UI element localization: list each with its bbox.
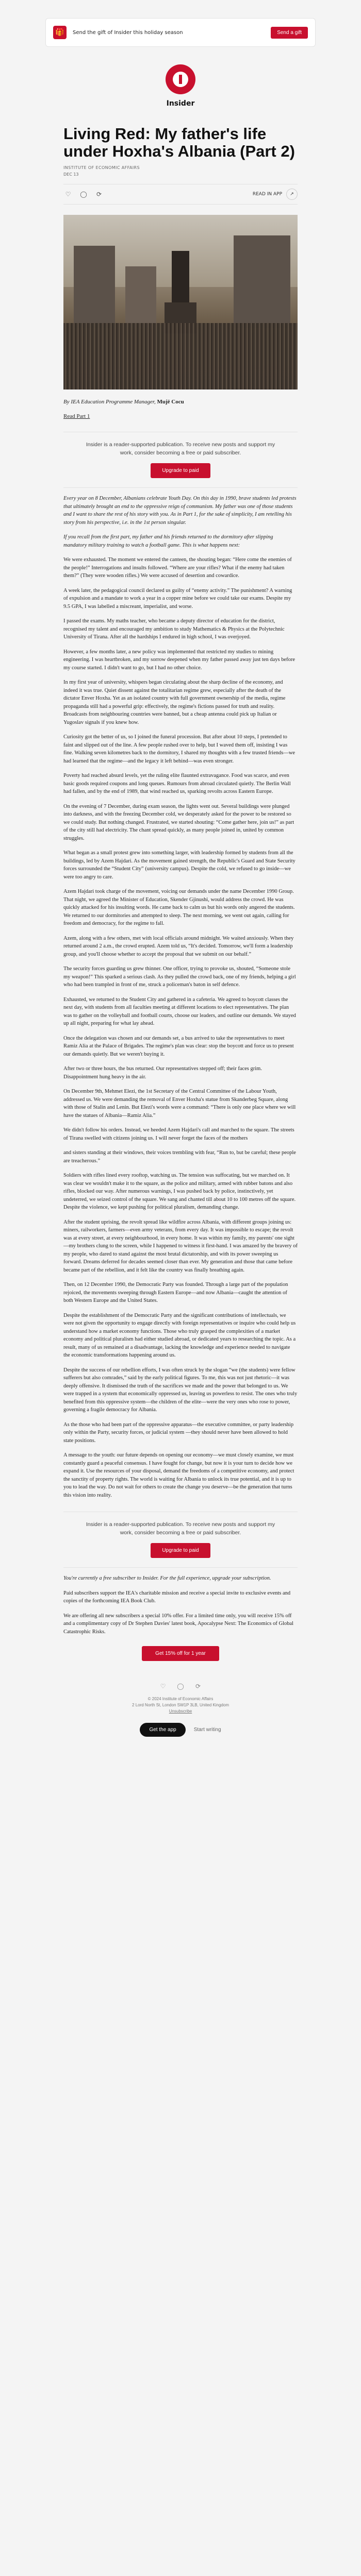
support-box-bottom [63, 1512, 298, 1568]
part1-link[interactable]: Read Part 1 [63, 413, 90, 419]
masthead [0, 47, 361, 108]
copyright: © 2024 Institute of Economic Affairs [147, 1697, 214, 1701]
offer-button[interactable]: Get 15% off for 1 year [142, 1646, 219, 1661]
body-paragraph: Poverty had reached absurd levels, yet the ruling elite flaunted extravagance. Food was scarce, and even basic goods required coupons and long queues. Rumours from abroad circulated quietly. The Berlin Wall had fallen, and by the end of 1989, that wind reached us, sparking revolts across Eastern Europe. [63, 773, 291, 794]
support-box-top [63, 432, 298, 488]
body-paragraph: Azem Hajdari took charge of the movement, voicing our demands under the name December 1990 Group. That night, we agreed the Minister of Education, Skender Gjinushi, would address the crowd. He was quickly attacked for his insulting words. He came back to calm us but his words only angered the students. We returned to our dormitories and attempted to sleep. The next morning, we went out again, calling for freedom and democracy, for the regime to fall. [63, 889, 295, 926]
gift-icon: 🎁 [53, 26, 67, 39]
credit-prefix: By IEA Education Programme Manager, [63, 399, 156, 405]
insider-logo[interactable] [166, 64, 195, 94]
app-row [63, 1723, 298, 1737]
read-in-app-label: READ IN APP [252, 192, 282, 197]
upgrade-button-bottom[interactable]: Upgrade to paid [151, 1543, 210, 1558]
article [0, 125, 361, 1737]
body-paragraph: We were exhausted. The moment we entered the canteen, the shouting began: “Here come the enemies of the people!” Interrogations and insults followed. “Where are your rifles? What if the enemy had taken them?” (They were wooden rifles.) We were accused of desertion and cowardice. [63, 557, 292, 579]
send-gift-button[interactable]: Send a gift [271, 27, 308, 39]
start-writing-link[interactable]: Start writing [193, 1727, 221, 1733]
body-paragraph: Despite the establishment of the Democratic Party and the significant contributions of intellectuals, we were not given the opportunity to engage directly with foreign representatives or inquire who could help us understand how a market economy functions. Those who truly grasped the complexities of a market economy and political pluralism had either studied abroad, or dedicated years to researching the topic. As a result, many of us remained at a disadvantage, lacking the knowledge and experience needed to navigate the economic transformations happening around us. [63, 1312, 296, 1358]
support-text: Insider is a reader-supported publication. To receive new posts and support my work, consider becoming a free or paid subscriber. [86, 442, 275, 456]
article-actions [63, 190, 104, 199]
read-in-app[interactable] [253, 189, 298, 200]
intro-paragraph: If you recall from the first part, my father and his friends returned to the dormitory after slipping mandatory military training to watch a football game. This is what happens next: [63, 534, 273, 548]
bottom-actions [63, 1682, 298, 1691]
body-paragraph: After two or three hours, the bus returned. Our representatives stepped off; their faces grim. Disappointment hung heavy in the air. [63, 1066, 262, 1080]
action-row [63, 184, 298, 205]
body-paragraph: Then, on 12 December 1990, the Democratic Party was founded. Through a large part of the population rejoiced, the movements sweeping through Eastern Europe—and now Albania—caught the attention of both Western Europe and the United States. [63, 1282, 288, 1303]
free-subscriber-notice: You're currently a free subscriber to Insider. For the full experience, upgrade your subscription. [63, 1575, 271, 1581]
unsubscribe-link[interactable]: Unsubscribe [169, 1709, 192, 1714]
article-title[interactable]: Living Red: My father's life under Hoxha's Albania (Part 2) [63, 125, 295, 160]
support-text: Insider is a reader-supported publication. To receive new posts and support my work, consider becoming a free or paid subscriber. [86, 1521, 275, 1536]
body-paragraph: The security forces guarding us grew thinner. One officer, trying to provoke us, shouted, “Someone stole my weapon!” This sparked a serious clash. As they pulled the crowd back, one of my friends, helping a girl who had been trampled in front of me, struck a policeman's baton in self defence. [63, 966, 296, 988]
comment-icon[interactable]: ◯ [80, 191, 87, 198]
like-icon[interactable]: ♡ [65, 191, 71, 198]
footer-notes [63, 1574, 298, 1636]
copyright-block [63, 1696, 298, 1715]
body-paragraph: On December 9th, Mehmet Elezi, the 1st Secretary of the Central Committee of the Labour Youth, addressed us. We were demanding the removal of Enver Hoxha's statue from Skanderbeg Square, along with those of Stalin and Lenin. But Elezi's words were a command: “There is only one place where we will have the statues of Albania—Ramiz Alia.” [63, 1089, 296, 1118]
body-paragraph: Exhausted, we returned to the Student City and gathered in a cafeteria. We agreed to boycott classes the next day, with students from all faculties meeting at different locations to elect representatives. The plan was to gather on the volleyball and football courts, choose our leaders, and outline our demands. We stayed up all night, preparing for what lay ahead. [63, 996, 296, 1026]
restack-icon[interactable]: ⟳ [195, 1683, 201, 1690]
body-paragraph: A message to the youth: our future depends on opening our economy—we must closely examine, we must constantly guard a peaceful consensus. I have fought for change, but now it is your turn to decide how we expand it. Use the resources of your disposal, demand the freedoms of a competitive economy, and protect the sanctity of property rights. The world is waiting for Albania to unlock its true potential, and it is up to you to lead the way. Do not wait for others to create the change you deserve—be the generation that turns this vision into reality. [63, 1452, 294, 1498]
upgrade-button-top[interactable]: Upgrade to paid [151, 463, 210, 478]
comment-icon[interactable]: ◯ [177, 1683, 184, 1690]
promo-banner-wrap [0, 0, 361, 47]
address: 2 Lord North St, London SW1P 3LB, United Kingdom [132, 1703, 229, 1707]
body-paragraph: We didn't follow his orders. Instead, we heeded Azem Hajdari's call and marched to the square. The streets of Tirana swelled with citizens joining us. I will never forget the faces of the mothers [63, 1127, 294, 1141]
body-paragraph: However, a few months later, a new policy was implemented that restricted my studies to mining engineering. I was heartbroken, and my sorrow deepened when my father passed away just ten days before my course started. I didn't want to go, but I had no other choice. [63, 649, 296, 671]
credit-name: Mujë Cocu [157, 399, 184, 405]
body-paragraph: Soldiers with rifles lined every rooftop, watching us. The tension was suffocating, but we marched on. It was clear we wouldn't make it to the square, as the police and military, armed with rubber batons and also rifles, blocked our way. After numerous warnings, I was pushed back by police, instinctively, yet undeterred, we seized control of the square. We sang and chanted till about 10 to 100 metres off the square. Despite the violence, we kept pushing for political pluralism, demanding change. [63, 1173, 296, 1210]
intro-paragraph: Every year on 8 December, Albanians celebrate Youth Day. On this day in 1990, brave students led protests that ultimately brought an end to the oppressive reign of communism. My father was one of those students and I want to share the rest of his story with you. As in Part 1, for the sake of simplicity, I am retelling his story from his perspective, i.e. in the 1st person singular. [63, 496, 297, 526]
body-paragraph: I passed the exams. My maths teacher, who became a deputy director of education for the district, recognised my talent and encouraged my ambition to study Mathematics & Physics at the Polytechnic University of Tirana. After all the hardships I endured in high school, I was overjoyed. [63, 618, 285, 640]
body-paragraph: Once the delegation was chosen and our demands set, a bus arrived to take the representatives to meet Ramiz Alia at the Palace of Brigades. The regime's plan was clear: stop the boycott and force us to present our demands quietly. But we weren't buying it. [63, 1035, 294, 1057]
body-paragraph: Curiosity got the better of us, so I joined the funeral procession. But after about 10 steps, I pretended to faint and slipped out of the line. A few people rushed over to help, but I waved them off, insisting I was fine. Walking seven kilometres back to the dormitory, I shared my thoughts with a few trusted friends—we had learned that the regime—and the legacy it left behind—was even stronger. [63, 734, 296, 764]
body-paragraph: Azem, along with a few others, met with local officials around midnight. We waited anxiously. When they returned around 2 a.m., the crowd erupted. Azem told us, “It's decided. Tomorrow, we'll form a leadership group, and you'll choose whether to accept the proposal that we submit on our behalf.” [63, 935, 294, 957]
body-paragraph: After the student uprising, the revolt spread like wildfire across Albania, with different groups joining us: miners, railworkers, farmers—even army veterans, from every day. It was impossible to escape; the revolt was at every street, at every neighbourhood, in every home. It was within my family, my parents' one sight—my brothers clung to the screen, while I happened to witness it first-hand. I was amazed by the bravery of my people, who dared to stand against the most brutal dictatorship, and with its power sweeping us forward. Dreams deferred for decades seemed closer than ever. My generation and those that came before became part of the rebellion, and it felt like the country was finally breathing again. [63, 1219, 298, 1273]
restack-icon[interactable]: ⟳ [96, 191, 102, 198]
article-body [63, 495, 298, 1499]
publish-date: DEC 13 [63, 172, 79, 177]
body-paragraph: Despite the success of our rebellion efforts, I was often struck by the slogan “we (the students) were fellow sufferers but also comrades,” said by the early political figures. To me, this was not just rhetoric—it was deeply offensive. It dismissed the truth of the sacrifices we made and the power that belonged to us. We were trapped in a system that economically oppressed us, leaving us powerless to resist. The ones who truly benefited from this oppressive system—the children of the elite—were the very ones who rose to power, governing a fragile democracy for Albania. [63, 1367, 298, 1413]
brand-name[interactable]: Insider [166, 99, 195, 108]
like-icon[interactable]: ♡ [160, 1683, 166, 1690]
author-credit [63, 399, 298, 405]
hero-image [63, 215, 298, 389]
body-paragraph: On the evening of 7 December, during exam season, the lights went out. Several buildings were plunged into darkness, and with the freezing December cold, we desperately asked for the power to be restored so we could study. But nothing changed. Frustrated, we started shouting: “Come gather here, join us!” as part of the city still had electricity. The chant spread quickly, as many people joined in, united by common struggles. [63, 803, 294, 841]
open-app-icon: ↗ [286, 189, 298, 200]
body-paragraph: and sisters standing at their windows, their voices trembling with fear, “Run to, but be careful; these people are treacherous.” [63, 1150, 296, 1164]
publisher[interactable]: INSTITUTE OF ECONOMIC AFFAIRS [63, 165, 140, 170]
body-paragraph: A week later, the pedagogical council declared us guilty of “enemy activity.” The punishment? A warning of expulsion and a mandate to work a year in a copper mine before we could take our exams. Despite my 9.5 GPA, I was labelled a miscreant, imperialist, and worse. [63, 587, 292, 609]
body-paragraph: What began as a small protest grew into something larger, with leadership formed by students from all the buildings, led by Azem Hajdari. As the movement gained strength, the Republic's Guard and State Security forces surrounded the “Student City” (university campus). Despite the cold, we refused to go inside—we were too angry to care. [63, 850, 296, 880]
paid-note: Paid subscribers support the IEA's charitable mission and receive a special invite to exclusive events and copies of the forthcoming IEA Book Club. [63, 1590, 291, 1604]
offer-note: We are offering all new subscribers a special 10% offer. For a limited time only, you will receive 15% off and a complimentary copy of Dr Stephen Davies' latest book, Apocalypse Next: The Economics of Global Catastrophic Risks. [63, 1613, 294, 1635]
body-paragraph: As the those who had been part of the oppressive apparatus—the executive committee, or party leadership only within the Party, security forces, or judicial system —they should never have been allowed to hold state positions. [63, 1421, 294, 1444]
promo-banner [45, 18, 316, 47]
body-paragraph: In my first year of university, whispers began circulating about the sharp decline of the economy, and indeed it was true. Quiet dissent against the totalitarian regime grew, especially after the death of the dictator Enver Hoxha. Yet as an isolated country with full government ownership of the media, regime propaganda still had a powerful grip: effectively, the regime's fictions passed for truth and reality. Broadcasts from neighbouring countries were banned, but a cheap antenna could pick up Italian or Yugoslav signals if you knew how. [63, 680, 286, 725]
promo-text: Send the gift of Insider this holiday season [73, 29, 183, 36]
get-app-button[interactable]: Get the app [140, 1723, 185, 1737]
